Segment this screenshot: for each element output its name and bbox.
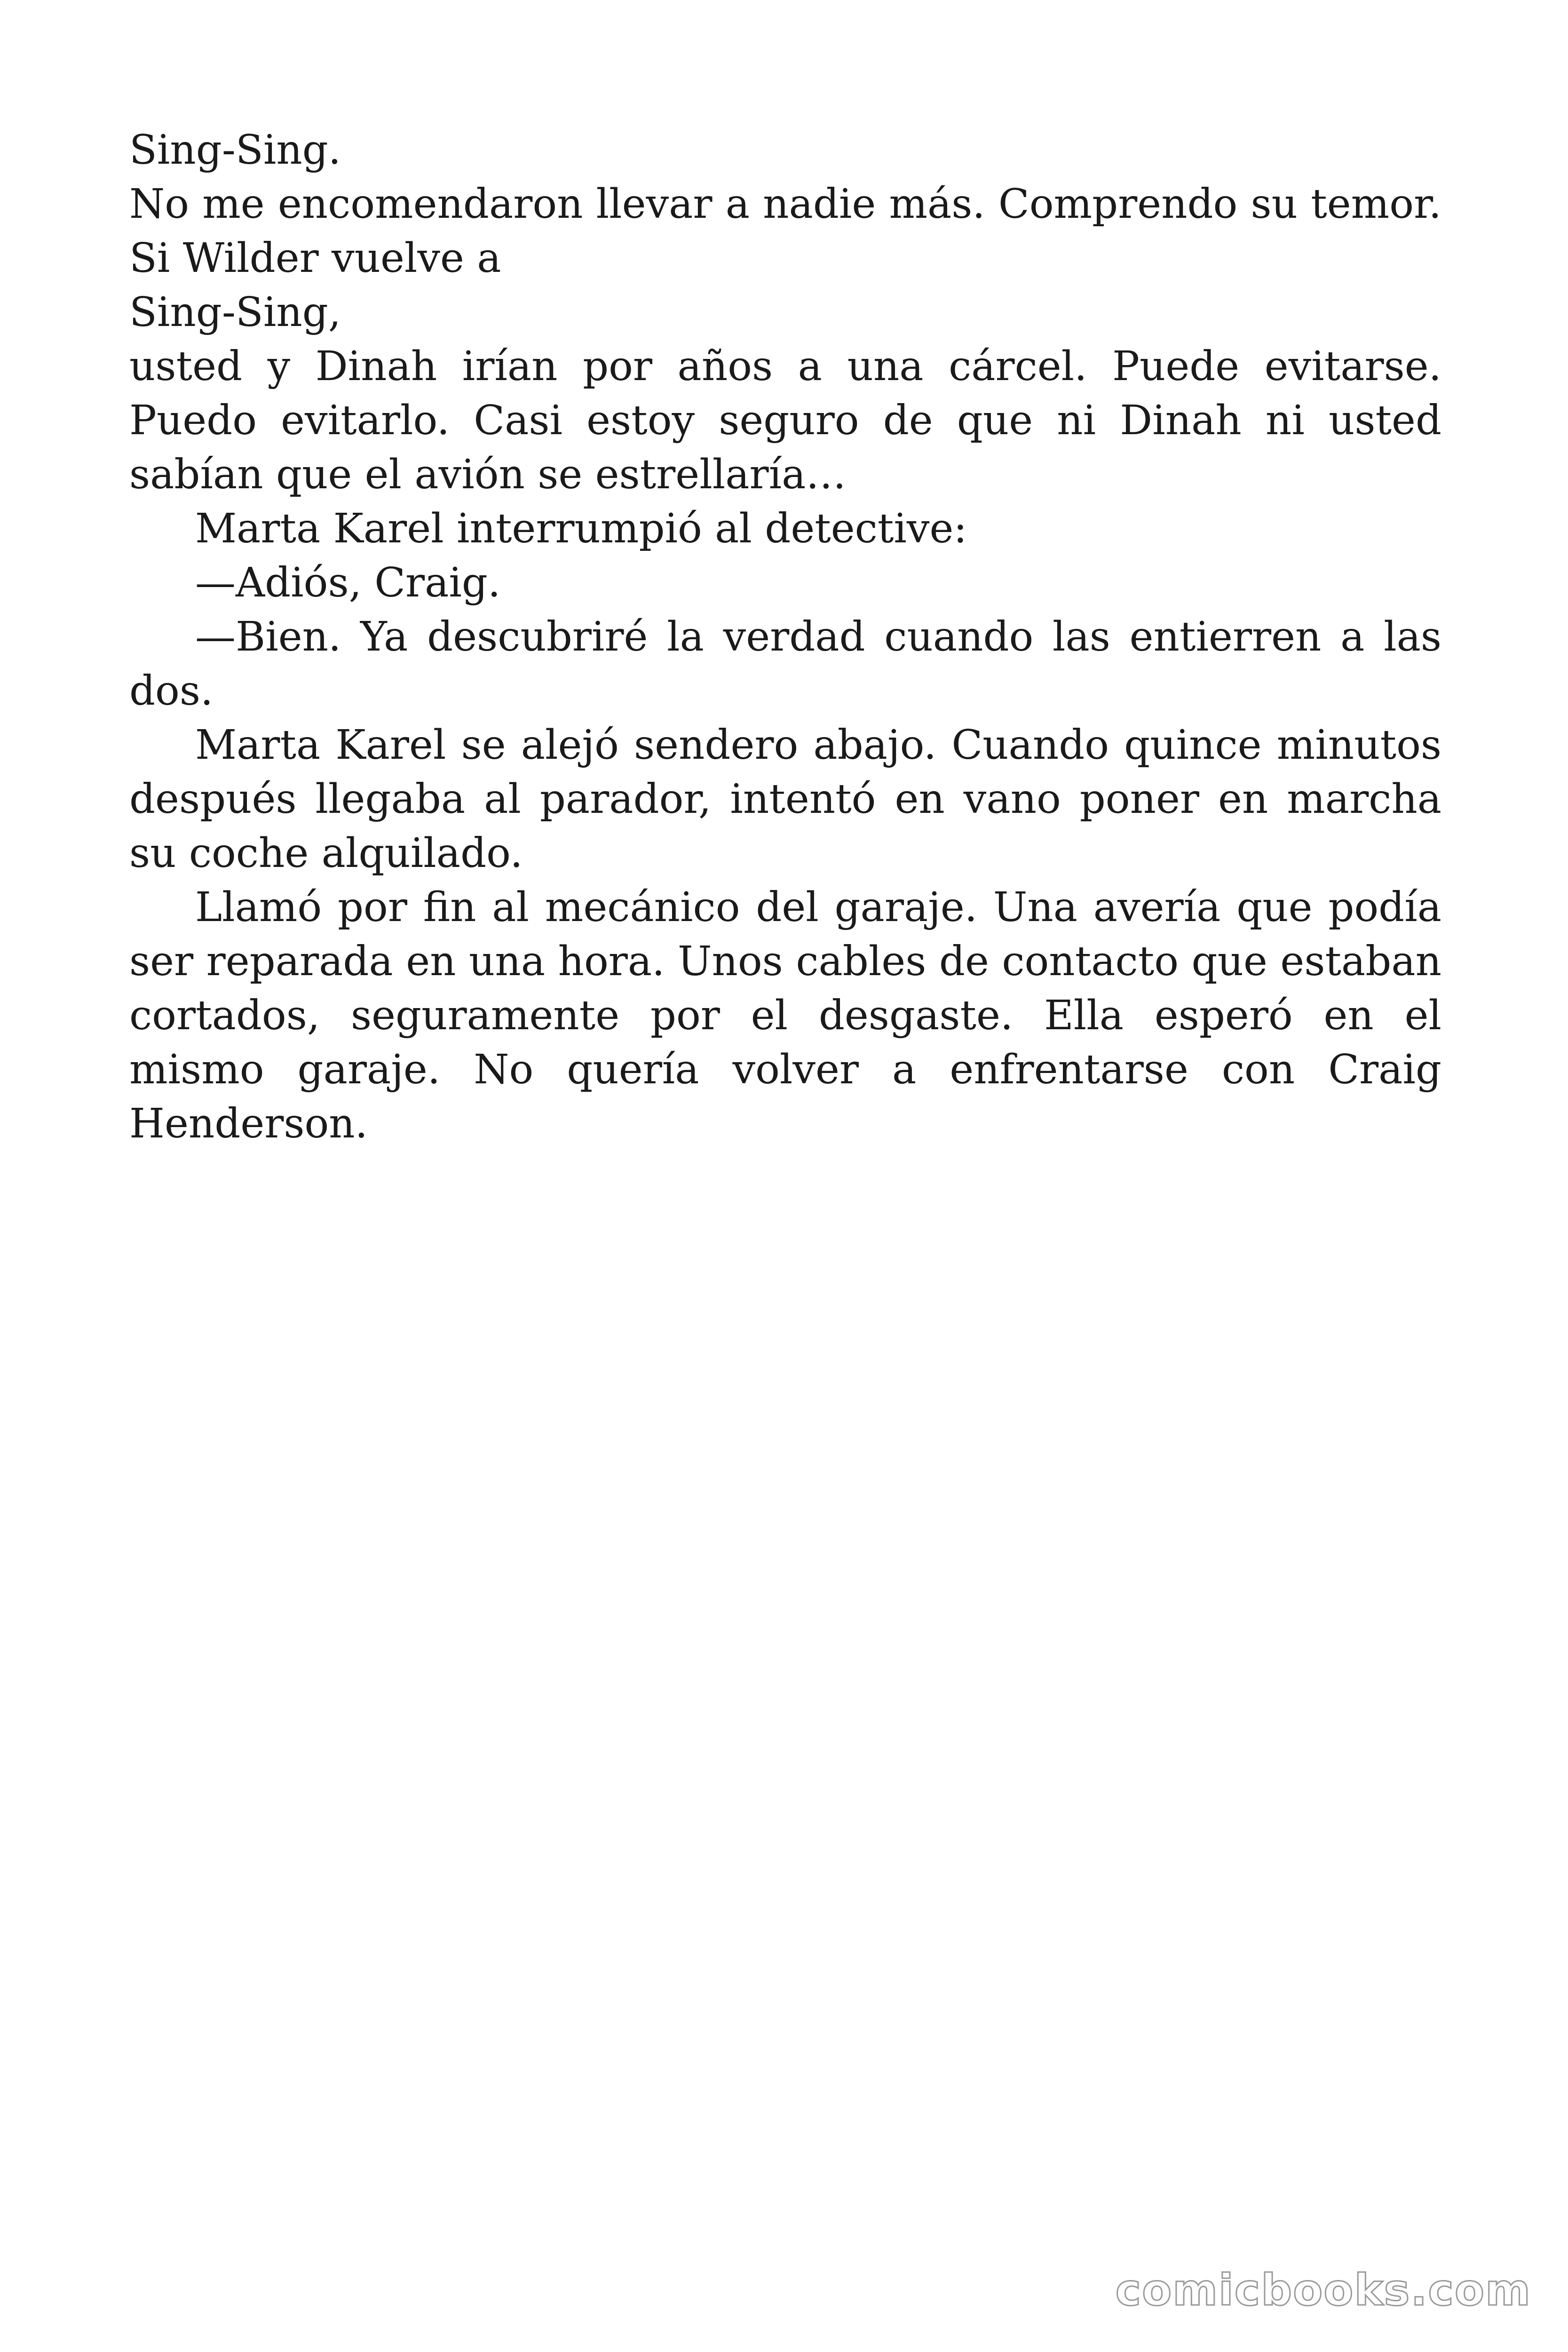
watermark: comicbooks.com [1115,2265,1531,2315]
text-line: Sing-Sing, [129,289,341,336]
paragraph: —Adiós, Craig. [195,559,501,606]
text-line: No me encomendaron llevar a nadie más. Comprendo su temor. Si Wilder vuelve a [129,181,1441,282]
paragraph: Marta Karel interrumpió al detective: [195,505,967,552]
body-text [129,123,1441,1151]
paragraph: —Bien. Ya descubriré la verdad cuando las entierren a las dos. [129,613,1441,715]
paragraph: Marta Karel se alejó sendero abajo. Cuando quince minutos después llegaba al parador, intentó en vano poner en marcha su coche alquilado. [129,722,1441,877]
paragraph: Llamó por fin al mecánico del garaje. Una avería que podía ser reparada en una hora. Unos cables de contacto que estaban cortados, seguramente por el desgaste. Ella esperó en el mismo garaje. No quería volver a enfrentarse con Craig Henderson. [129,884,1441,1147]
text-line: usted y Dinah irían por años a una cárcel. Puede evitarse. Puedo evitarlo. Casi estoy seguro de que ni Dinah ni usted sabían que el avión se estrellaría… [129,343,1441,498]
text-line: Sing-Sing. [129,127,341,174]
